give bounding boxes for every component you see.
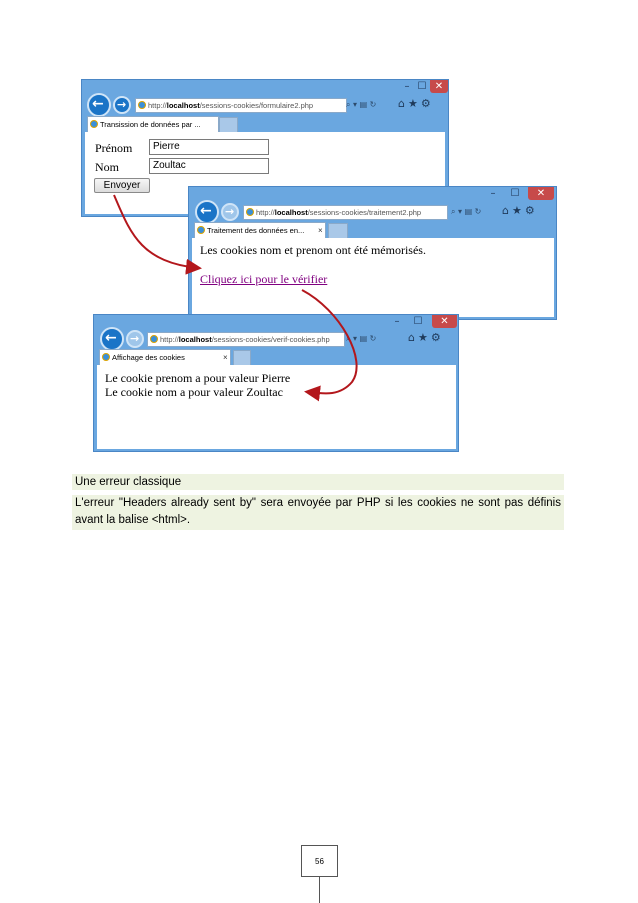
cookies-saved-message: Les cookies nom et prenom ont été mémorisés. bbox=[200, 243, 426, 257]
close-button[interactable]: ✕ bbox=[430, 80, 448, 93]
ie-page-icon bbox=[150, 335, 158, 343]
note-title: Une erreur classique bbox=[72, 474, 564, 490]
address-actions-icons[interactable]: ⌕ ▾ ▤ ↻ bbox=[346, 100, 377, 109]
close-button[interactable]: ✕ bbox=[432, 315, 457, 328]
tab-title: Transission de données par ... bbox=[100, 120, 201, 129]
new-tab-button[interactable] bbox=[328, 223, 348, 238]
tab-close-icon[interactable]: × bbox=[318, 226, 323, 235]
maximize-button[interactable]: ☐ bbox=[417, 81, 427, 92]
title-bar bbox=[94, 315, 458, 329]
envoyer-button[interactable]: Envoyer bbox=[94, 178, 150, 193]
note-body: L'erreur "Headers already sent by" sera envoyée par PHP si les cookies ne sont pas définis avant la balise <html>. bbox=[72, 495, 564, 530]
address-bar[interactable] bbox=[147, 332, 345, 347]
forward-arrow-icon: → bbox=[225, 205, 235, 218]
page-content bbox=[97, 365, 456, 449]
address-bar[interactable] bbox=[243, 205, 448, 220]
ie-tab-icon bbox=[197, 226, 205, 234]
tab-active[interactable] bbox=[87, 116, 219, 132]
title-bar bbox=[82, 80, 448, 94]
tab-close-icon[interactable]: × bbox=[223, 353, 228, 362]
url-prefix: http:// bbox=[256, 208, 275, 217]
url-path: /sessions-cookies/traitement2.php bbox=[307, 208, 422, 217]
back-button[interactable] bbox=[100, 327, 124, 351]
tab-row bbox=[192, 222, 554, 238]
forward-button[interactable] bbox=[126, 330, 144, 348]
tab-active[interactable] bbox=[194, 222, 326, 238]
prenom-label: Prénom bbox=[95, 141, 133, 155]
address-actions-icons[interactable]: ⌕ ▾ ▤ ↻ bbox=[451, 207, 482, 216]
url-host: localhost bbox=[166, 101, 200, 110]
url-host: localhost bbox=[178, 335, 212, 344]
maximize-button[interactable]: ☐ bbox=[413, 316, 423, 327]
ie-tab-icon bbox=[102, 353, 110, 361]
forward-button[interactable] bbox=[113, 96, 131, 114]
browser-window-traitement bbox=[188, 186, 557, 320]
back-button[interactable] bbox=[195, 200, 219, 224]
tab-title: Affichage des cookies bbox=[112, 353, 185, 362]
tab-row bbox=[85, 116, 445, 132]
forward-arrow-icon: → bbox=[130, 332, 140, 345]
page-content bbox=[192, 238, 554, 317]
new-tab-button[interactable] bbox=[219, 117, 238, 132]
forward-button[interactable] bbox=[221, 203, 239, 221]
url-path: /sessions-cookies/verif-cookies.php bbox=[211, 335, 330, 344]
back-arrow-icon: ← bbox=[200, 203, 212, 219]
tab-row bbox=[97, 349, 456, 365]
nom-input[interactable]: Zoultac bbox=[149, 158, 269, 174]
tab-active[interactable] bbox=[99, 349, 231, 365]
title-bar bbox=[189, 187, 556, 201]
tab-title: Traitement des données en... bbox=[207, 226, 305, 235]
prenom-input[interactable]: Pierre bbox=[149, 139, 269, 155]
ie-tab-icon bbox=[90, 120, 98, 128]
home-favorites-settings-icons[interactable]: ⌂★⚙ bbox=[502, 204, 538, 217]
url-host: localhost bbox=[274, 208, 308, 217]
minimize-button[interactable]: – bbox=[490, 188, 496, 199]
home-favorites-settings-icons[interactable]: ⌂★⚙ bbox=[398, 97, 434, 110]
close-button[interactable]: ✕ bbox=[528, 187, 554, 200]
cookie-nom-line: Le cookie nom a pour valeur Zoultac bbox=[105, 385, 283, 399]
forward-arrow-icon: → bbox=[117, 98, 127, 111]
address-bar[interactable] bbox=[135, 98, 347, 113]
verify-link[interactable]: Cliquez ici pour le vérifier bbox=[200, 272, 328, 286]
browser-window-affichage bbox=[93, 314, 459, 452]
nom-label: Nom bbox=[95, 160, 119, 174]
page-number: 56 bbox=[301, 845, 338, 877]
url-path: /sessions-cookies/formulaire2.php bbox=[199, 101, 314, 110]
cookie-prenom-line: Le cookie prenom a pour valeur Pierre bbox=[105, 371, 291, 385]
home-favorites-settings-icons[interactable]: ⌂★⚙ bbox=[408, 331, 444, 344]
minimize-button[interactable]: – bbox=[394, 316, 400, 327]
maximize-button[interactable]: ☐ bbox=[510, 188, 520, 199]
back-button[interactable] bbox=[87, 93, 111, 117]
new-tab-button[interactable] bbox=[233, 350, 251, 365]
url-prefix: http:// bbox=[148, 101, 167, 110]
back-arrow-icon: ← bbox=[105, 330, 117, 346]
page-number-rule bbox=[319, 877, 320, 903]
ie-page-icon bbox=[246, 208, 254, 216]
url-prefix: http:// bbox=[160, 335, 179, 344]
back-arrow-icon: ← bbox=[92, 96, 104, 112]
minimize-button[interactable]: – bbox=[404, 81, 410, 92]
address-actions-icons[interactable]: ⌕ ▾ ▤ ↻ bbox=[346, 334, 377, 343]
ie-page-icon bbox=[138, 101, 146, 109]
